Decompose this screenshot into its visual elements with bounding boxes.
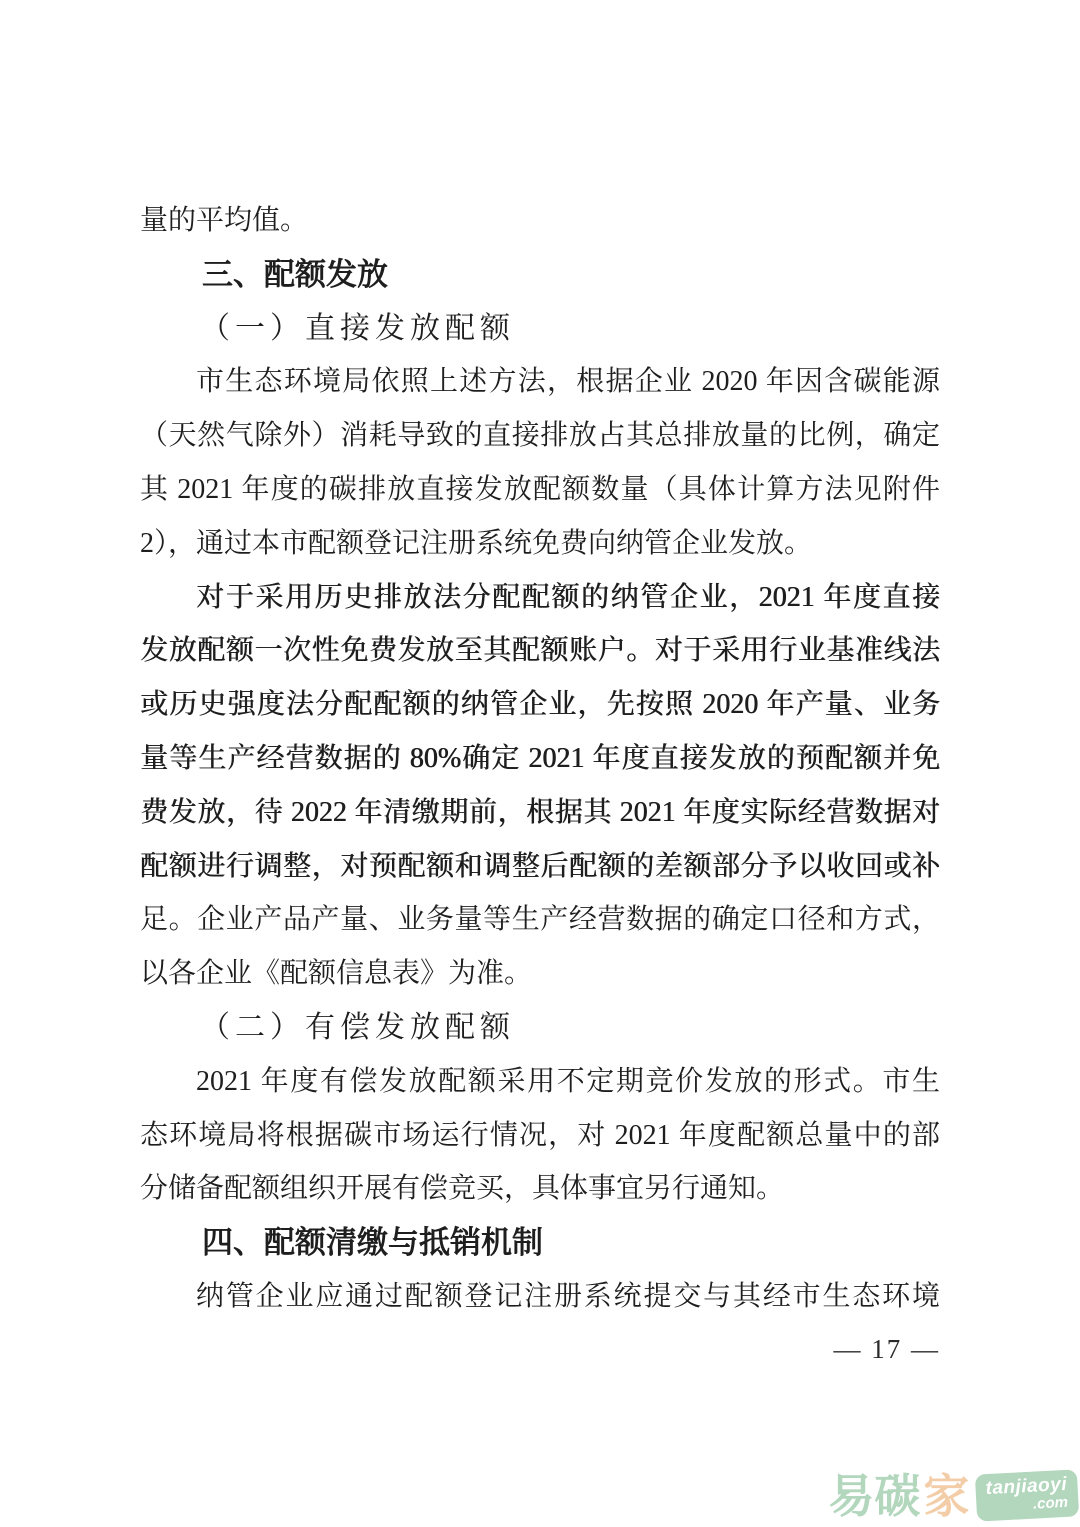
body-text-line: 量等生产经营数据的 80%确定 2021 年度直接发放的预配额并免 (140, 742, 940, 774)
body-text-line: 态环境局将根据碳市场运行情况，对 2021 年度配额总量中的部 (140, 1119, 940, 1151)
body-text-line: 量的平均值。 (140, 205, 309, 236)
section-heading: 三、配额发放 (202, 256, 388, 292)
body-text-line: 配额进行调整，对预配额和调整后配额的差额部分予以收回或补 (140, 850, 940, 882)
body-text-line: 对于采用历史排放法分配配额的纳管企业，2021 年度直接 (196, 581, 940, 613)
section-heading: 四、配额清缴与抵销机制 (202, 1225, 543, 1261)
body-text-line: 其 2021 年度的碳排放直接发放配额数量（具体计算方法见附件 (140, 473, 940, 505)
body-text-line: 2021 年度有偿发放配额采用不定期竞价发放的形式。市生 (196, 1065, 940, 1097)
body-text-line: 以各企业《配额信息表》为准。 (140, 958, 533, 990)
watermark-badge (975, 1470, 1079, 1522)
page-number: — 17 — (833, 1334, 940, 1364)
watermark-badge-domain: tanjiaoyi (985, 1474, 1069, 1500)
watermark-logo (828, 1469, 1078, 1522)
watermark-text-orange: 家 (923, 1469, 970, 1522)
document-body (140, 194, 940, 1324)
body-text-line: 足。企业产品产量、业务量等生产经营数据的确定口径和方式， (140, 904, 940, 936)
body-text-line: （天然气除外）消耗导致的直接排放占其总排放量的比例，确定 (140, 420, 940, 452)
body-text-line: 发放配额一次性免费发放至其配额账户。对于采用行业基准线法 (140, 635, 940, 667)
body-text-line: 或历史强度法分配配额的纳管企业，先按照 2020 年产量、业务 (140, 689, 940, 721)
body-text-line: 纳管企业应通过配额登记注册系统提交与其经市生态环境 (196, 1280, 940, 1312)
body-text-line: 费发放，待 2022 年清缴期前，根据其 2021 年度实际经营数据对 (140, 796, 940, 828)
watermark-badge-tld: .com (1033, 1494, 1069, 1513)
body-text-line: 2），通过本市配额登记注册系统免费向纳管企业发放。 (140, 527, 813, 559)
subsection-heading: （一）直接发放配额 (200, 311, 515, 345)
body-text-line: 市生态环境局依照上述方法，根据企业 2020 年因含碳能源 (196, 366, 940, 398)
watermark-text-green: 易碳 (828, 1469, 921, 1522)
body-text-line: 分储备配额组织开展有偿竞买，具体事宜另行通知。 (140, 1173, 785, 1205)
subsection-heading: （二）有偿发放配额 (200, 1010, 515, 1044)
